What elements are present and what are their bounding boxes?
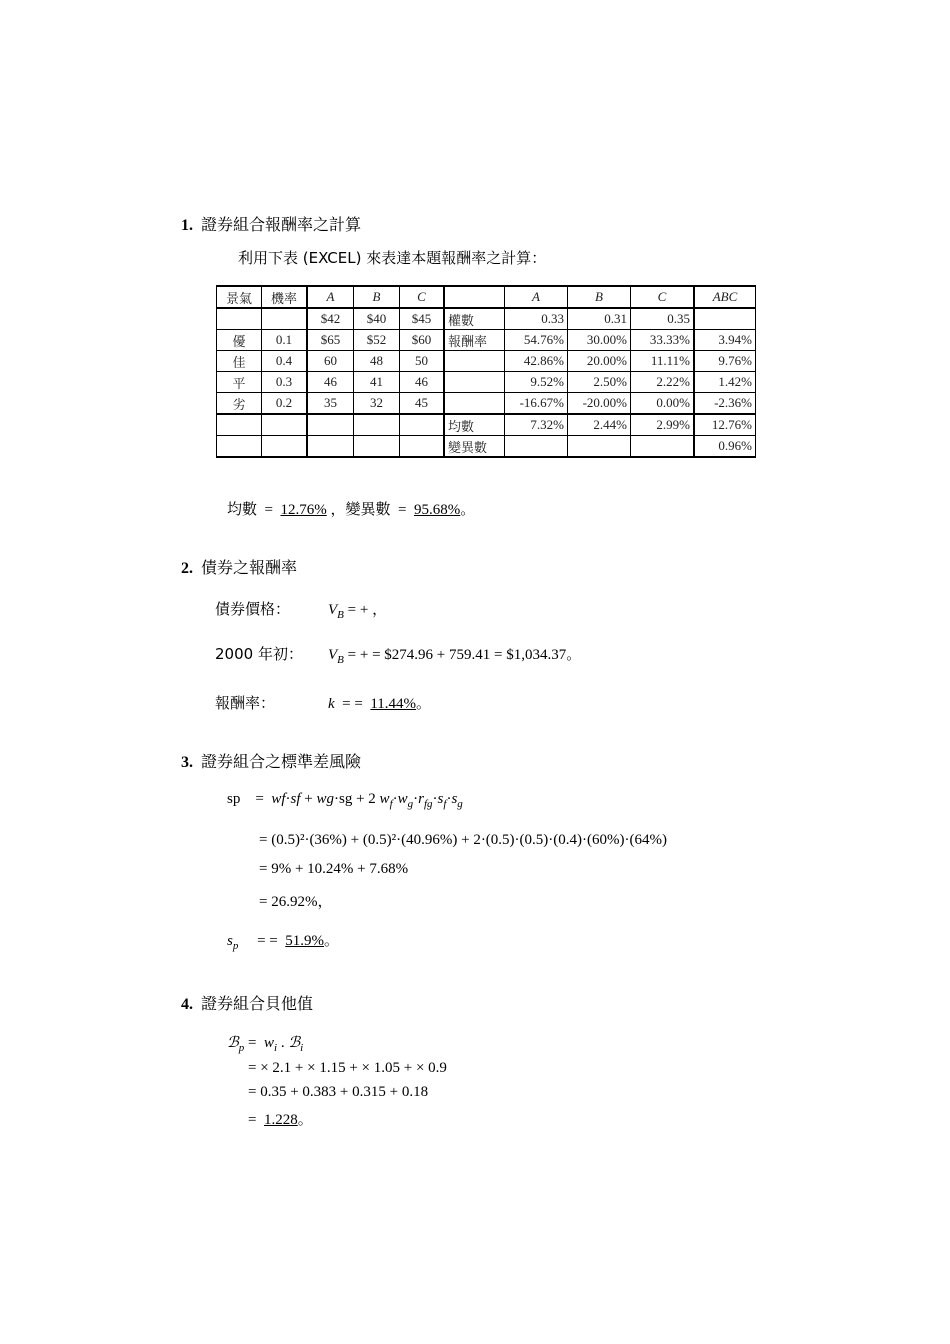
beta-result-value: 1.228 [263, 1112, 298, 1128]
table-cell: 9.76% [694, 351, 756, 372]
beta-formula-line-4: = 1.228。 [248, 1112, 313, 1128]
section-4-title: 證券組合貝他值 [201, 994, 314, 1013]
table-cell: 0.31 [568, 308, 631, 330]
table-cell: 9.52% [505, 372, 568, 393]
table-row [217, 308, 756, 330]
table-cell: 0.33 [505, 308, 568, 330]
table-cell: 佳 [217, 351, 262, 372]
header-cell: A [505, 286, 568, 308]
table-cell: 11.11% [631, 351, 695, 372]
beta-formula-line-1: ℬ$_p$ = $w_i$ . ℬ$_i$ [227, 1033, 304, 1054]
table-cell: 12.76% [694, 414, 756, 436]
table-row [217, 330, 756, 351]
table-cell: 0.3 [262, 372, 308, 393]
table-row [217, 393, 756, 415]
table-cell: 33.33% [631, 330, 695, 351]
table-cell: 20.00% [568, 351, 631, 372]
table-cell: 42.86% [505, 351, 568, 372]
summary-end: 。 [460, 500, 476, 518]
table-cell [217, 414, 262, 436]
bond-price-formula: $V_B$ = + ， [328, 602, 388, 621]
variance-value: 95.68% [413, 502, 461, 518]
sd-lhs: sp [227, 791, 241, 807]
table-cell: 45 [400, 393, 445, 415]
header-cell: B [354, 286, 400, 308]
table-cell: -16.67% [505, 393, 568, 415]
table-cell [444, 372, 505, 393]
section-4-heading [181, 991, 313, 1014]
table-cell: 46 [400, 372, 445, 393]
table-header-row [217, 286, 756, 308]
header-cell: ABC [694, 286, 756, 308]
table-cell: 0.00% [631, 393, 695, 415]
sd-formula-line-2: = (0.5)²·(36%) + (0.5)²·(40.96%) + 2·(0.5)·(0.5)·(0.4)·(60%)·(64%) [259, 832, 667, 848]
mean-value: 12.76% [280, 502, 327, 518]
table-cell: $42 [307, 308, 354, 330]
table-cell: 2.44% [568, 414, 631, 436]
table-cell: 46 [307, 372, 354, 393]
table-cell: 3.94% [694, 330, 756, 351]
variance-label: ，變異數 [330, 500, 391, 518]
table-cell: 2.50% [568, 372, 631, 393]
table-cell: $60 [400, 330, 445, 351]
table-cell: 優 [217, 330, 262, 351]
sd-formula-line-5: $s_p$ = = 51.9%。 [227, 933, 340, 952]
table-cell: 0.4 [262, 351, 308, 372]
header-cell [444, 286, 505, 308]
table-cell: 0.35 [631, 308, 695, 330]
year-2000-formula: $V_B$ = + = $274.96 + 759.41 = $1,034.37。 [328, 647, 582, 666]
sd-formula-line-1: sp = wf·sf + wg·sg + 2 $w_f\cdot w_g\cdot r_{fg}\cdot s_f\cdot s_g$ [227, 791, 463, 810]
section-2-number: 2. [181, 560, 193, 577]
table-cell [262, 436, 308, 458]
table-cell: -20.00% [568, 393, 631, 415]
bond-price-tail: = + ， [347, 602, 388, 618]
table-cell: 權數 [444, 308, 505, 330]
table-cell: 報酬率 [444, 330, 505, 351]
header-cell: C [631, 286, 695, 308]
table-row [217, 372, 756, 393]
table-cell: 54.76% [505, 330, 568, 351]
year-2000-tail: = + = $274.96 + 759.41 = $1,034.37。 [347, 647, 582, 663]
section-1-heading [181, 212, 361, 235]
excel-table [216, 285, 756, 458]
table-cell [568, 436, 631, 458]
table-cell [307, 436, 354, 458]
table-cell: 變異數 [444, 436, 505, 458]
header-cell: 景氣 [217, 286, 262, 308]
return-rate-mid: = = [342, 696, 363, 712]
table-cell: 50 [400, 351, 445, 372]
table-row [217, 436, 756, 458]
table-cell [444, 351, 505, 372]
table-cell [354, 414, 400, 436]
table-cell [262, 308, 308, 330]
table-cell: $65 [307, 330, 354, 351]
table-cell [400, 436, 445, 458]
return-rate-formula: k = = 11.44%。 [328, 696, 432, 712]
table-cell: 0.2 [262, 393, 308, 415]
beta-result-end: 。 [297, 1112, 313, 1128]
table-cell: -2.36% [694, 393, 756, 415]
sd-formula-line-3: = 9% + 10.24% + 7.68% [259, 861, 409, 877]
table-cell: 60 [307, 351, 354, 372]
table-cell [354, 436, 400, 458]
table-cell [217, 308, 262, 330]
table-cell: 30.00% [568, 330, 631, 351]
sd-result-end: 。 [324, 933, 340, 949]
table-cell: 0.1 [262, 330, 308, 351]
sd-formula-line-4: = 26.92%， [259, 894, 333, 910]
return-rate-end: 。 [416, 696, 432, 712]
table-cell [400, 414, 445, 436]
header-cell: B [568, 286, 631, 308]
table-cell: $45 [400, 308, 445, 330]
section-1-intro: 利用下表 (EXCEL) 來表達本題報酬率之計算： [238, 249, 547, 267]
table-cell: 35 [307, 393, 354, 415]
section-3-heading [181, 749, 361, 772]
section-1-summary: 均數 = 12.76% ，變異數 = 95.68%。 [227, 500, 476, 518]
mean-label: 均數 [227, 500, 258, 518]
section-3-number: 3. [181, 754, 193, 771]
table-cell [444, 393, 505, 415]
table-cell: 7.32% [505, 414, 568, 436]
section-1-number: 1. [181, 217, 193, 234]
section-4-number: 4. [181, 996, 193, 1013]
beta-formula-line-3: = 0.35 + 0.383 + 0.315 + 0.18 [248, 1084, 429, 1100]
sd-result-mid: = = [257, 933, 278, 949]
return-rate-label: 報酬率： [215, 694, 276, 712]
sd-result-value: 51.9% [285, 933, 325, 949]
beta-formula-line-2: = × 2.1 + × 1.15 + × 1.05 + × 0.9 [248, 1060, 447, 1076]
table-cell [505, 436, 568, 458]
section-2-title: 債券之報酬率 [201, 558, 298, 577]
table-cell: 41 [354, 372, 400, 393]
table-row [217, 414, 756, 436]
table-cell: $40 [354, 308, 400, 330]
table-cell [217, 436, 262, 458]
table-cell: 48 [354, 351, 400, 372]
table-cell: $52 [354, 330, 400, 351]
table-cell [307, 414, 354, 436]
return-rate-value: 11.44% [370, 696, 417, 712]
table-cell: 平 [217, 372, 262, 393]
table-cell: 32 [354, 393, 400, 415]
header-cell: A [307, 286, 354, 308]
table-cell: 劣 [217, 393, 262, 415]
header-cell: C [400, 286, 445, 308]
table-row [217, 351, 756, 372]
year-2000-label: 2000 年初： [215, 645, 303, 663]
section-3-title: 證券組合之標準差風險 [201, 752, 362, 771]
table-cell [694, 308, 756, 330]
table-cell: 2.22% [631, 372, 695, 393]
table-cell: 均數 [444, 414, 505, 436]
table-cell [631, 436, 695, 458]
header-cell: 機率 [262, 286, 308, 308]
table-cell: 1.42% [694, 372, 756, 393]
section-2-heading [181, 555, 297, 578]
section-1-title: 證券組合報酬率之計算 [201, 215, 362, 234]
table-cell: 0.96% [694, 436, 756, 458]
bond-price-label: 債券價格： [215, 600, 291, 618]
table-cell [262, 414, 308, 436]
table-cell: 2.99% [631, 414, 695, 436]
